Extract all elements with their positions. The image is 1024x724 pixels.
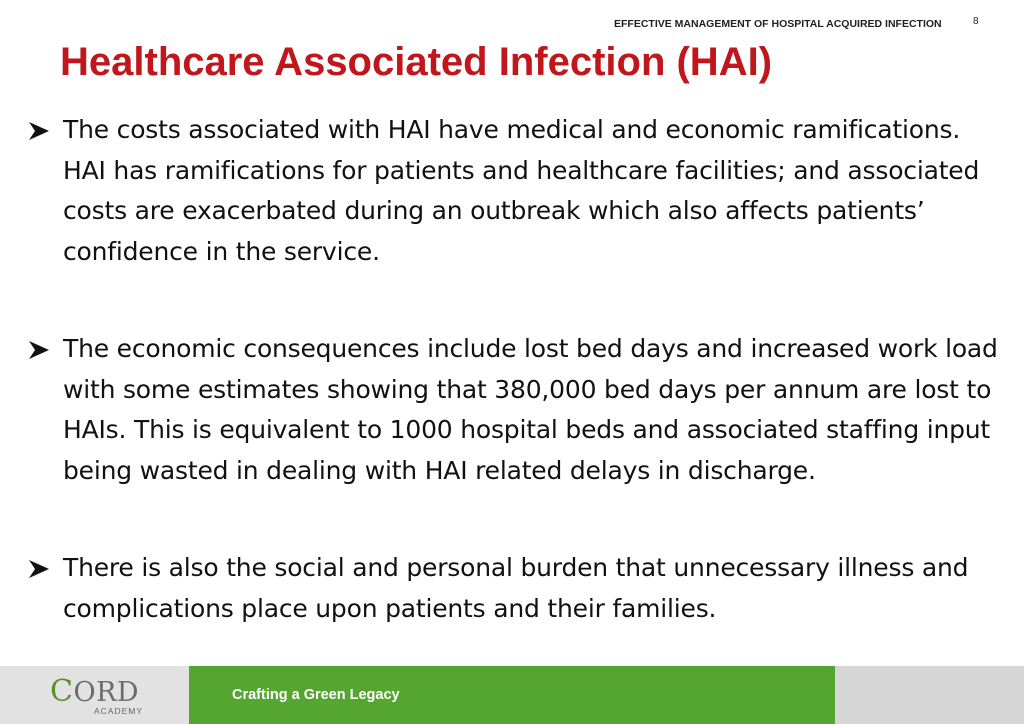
arrowhead-bullet-icon: [28, 121, 50, 141]
logo: [0, 666, 189, 724]
footer-tagline: Crafting a Green Legacy: [232, 687, 400, 703]
arrowhead-bullet-icon: [28, 340, 50, 360]
logo-letters: ORD: [73, 677, 140, 708]
bullet-list: [24, 110, 1009, 629]
header-label: EFFECTIVE MANAGEMENT OF HOSPITAL ACQUIRED INFECTION: [614, 18, 942, 30]
slide-title: Healthcare Associated Infection (HAI): [60, 40, 773, 84]
bullet-item: [24, 110, 1009, 272]
logo-letter-c: C: [50, 674, 74, 709]
page-number: 8: [973, 16, 979, 27]
bullet-item: [24, 548, 1009, 629]
bullet-text: The economic consequences include lost bed days and increased work load with some estimates showing that 380,000 bed days per annum are lost to HAIs. This is equivalent to 1000 hospital beds and associated staffing input being wasted in dealing with HAI related delays in discharge.: [63, 334, 998, 485]
bullet-item: [24, 329, 1009, 491]
bullet-text: There is also the social and personal burden that unnecessary illness and complications place upon patients and their families.: [63, 553, 969, 623]
arrowhead-bullet-icon: [28, 559, 50, 579]
footer-bar: [0, 666, 1024, 724]
logo-subtitle: ACADEMY: [94, 706, 144, 716]
bullet-text: The costs associated with HAI have medical and economic ramifications. HAI has ramifications for patients and healthcare facilities; and associated costs are exacerbated during an outbreak which also affects patients’ confidence in the service.: [63, 115, 980, 266]
logo-mark: [50, 674, 139, 709]
